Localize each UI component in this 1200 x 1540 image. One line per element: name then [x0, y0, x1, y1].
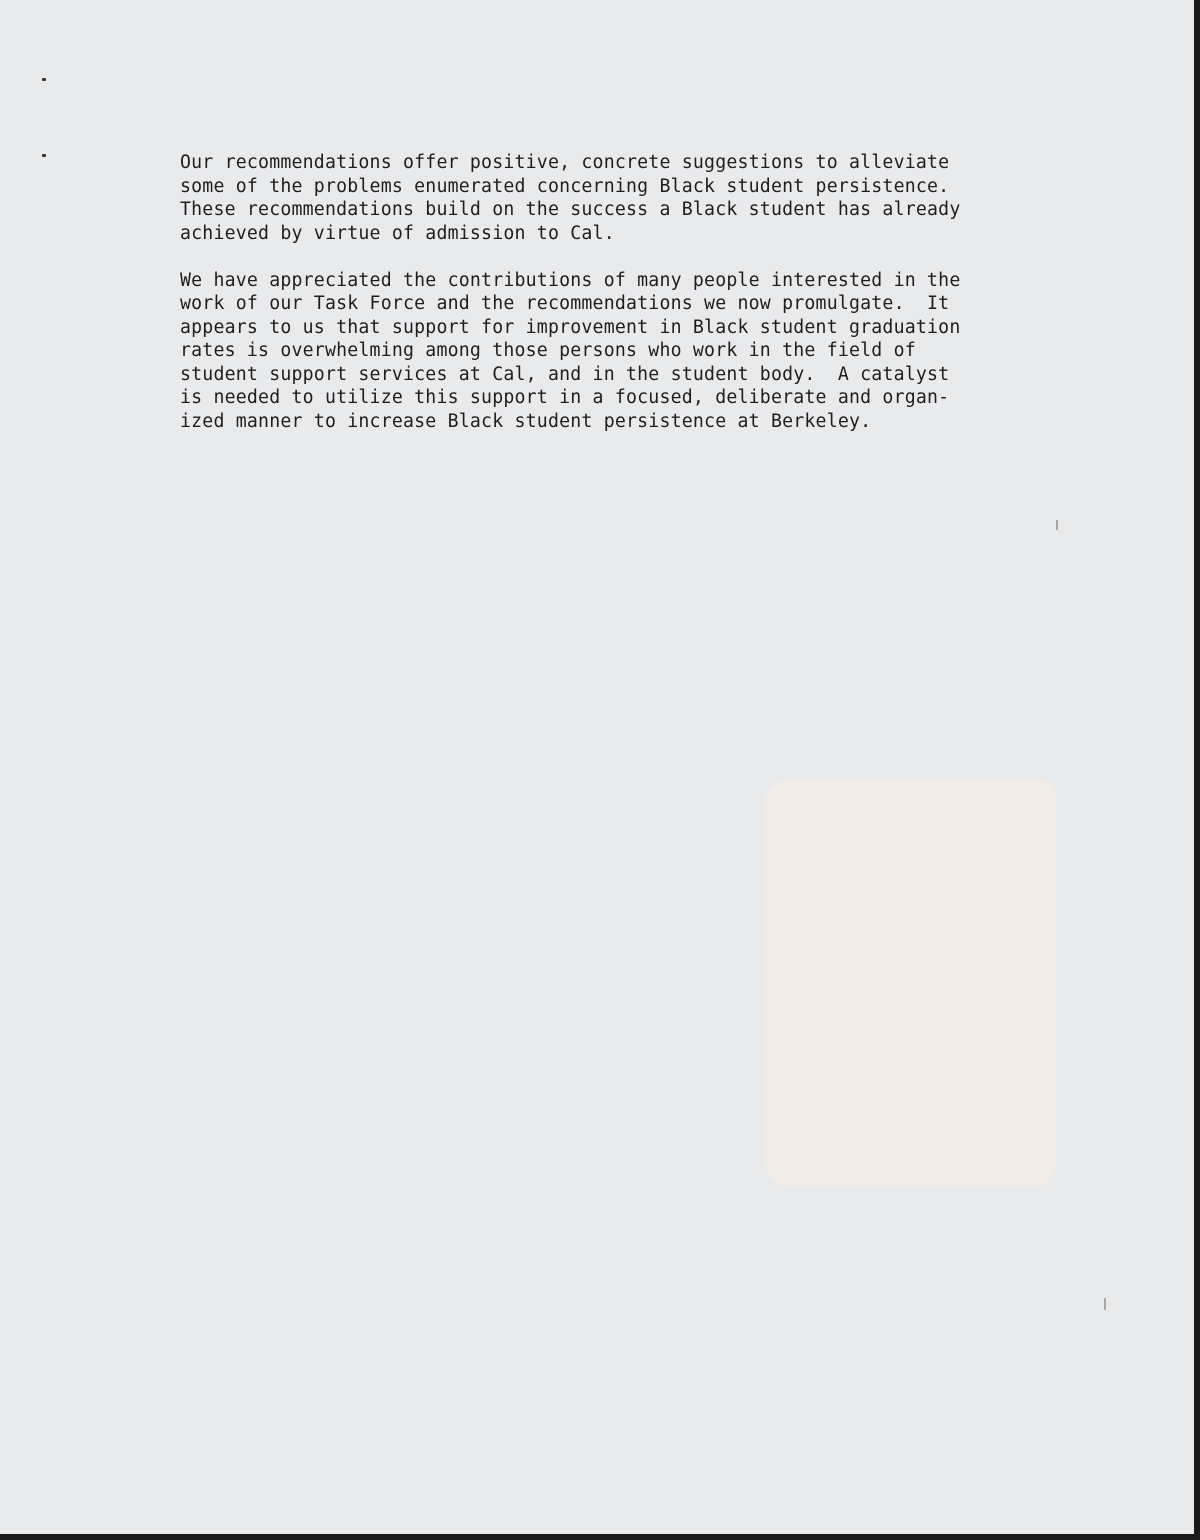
text-line: Our recommendations offer positive, concrete suggestions to alleviate [180, 152, 950, 173]
paper-speck [42, 78, 46, 81]
text-line: appears to us that support for improvement in Black student graduation [180, 316, 961, 338]
text-line: ized manner to increase Black student persistence at Berkeley. [180, 410, 872, 432]
paragraph-2 [180, 269, 1020, 434]
tape-residue-patch [764, 778, 1056, 1186]
text-line: student support services at Cal, and in the student body. A catalyst [180, 363, 950, 385]
text-line: is needed to utilize this support in a focused, deliberate and organ- [180, 387, 950, 408]
text-line: We have appreciated the contributions of many people interested in the [180, 269, 961, 291]
text-line: These recommendations build on the success a Black student has already [180, 199, 961, 220]
document-body [180, 151, 1020, 457]
text-line: some of the problems enumerated concerning Black student persistence. [180, 175, 950, 197]
paper-mark [1056, 520, 1058, 530]
paragraph-1 [180, 151, 1020, 245]
paper-mark [1104, 1298, 1106, 1310]
paper-speck [42, 154, 46, 157]
text-line: achieved by virtue of admission to Cal. [180, 222, 615, 244]
text-line: work of our Task Force and the recommendations we now promulgate. It [180, 293, 950, 314]
text-line: rates is overwhelming among those persons who work in the field of [180, 340, 916, 361]
